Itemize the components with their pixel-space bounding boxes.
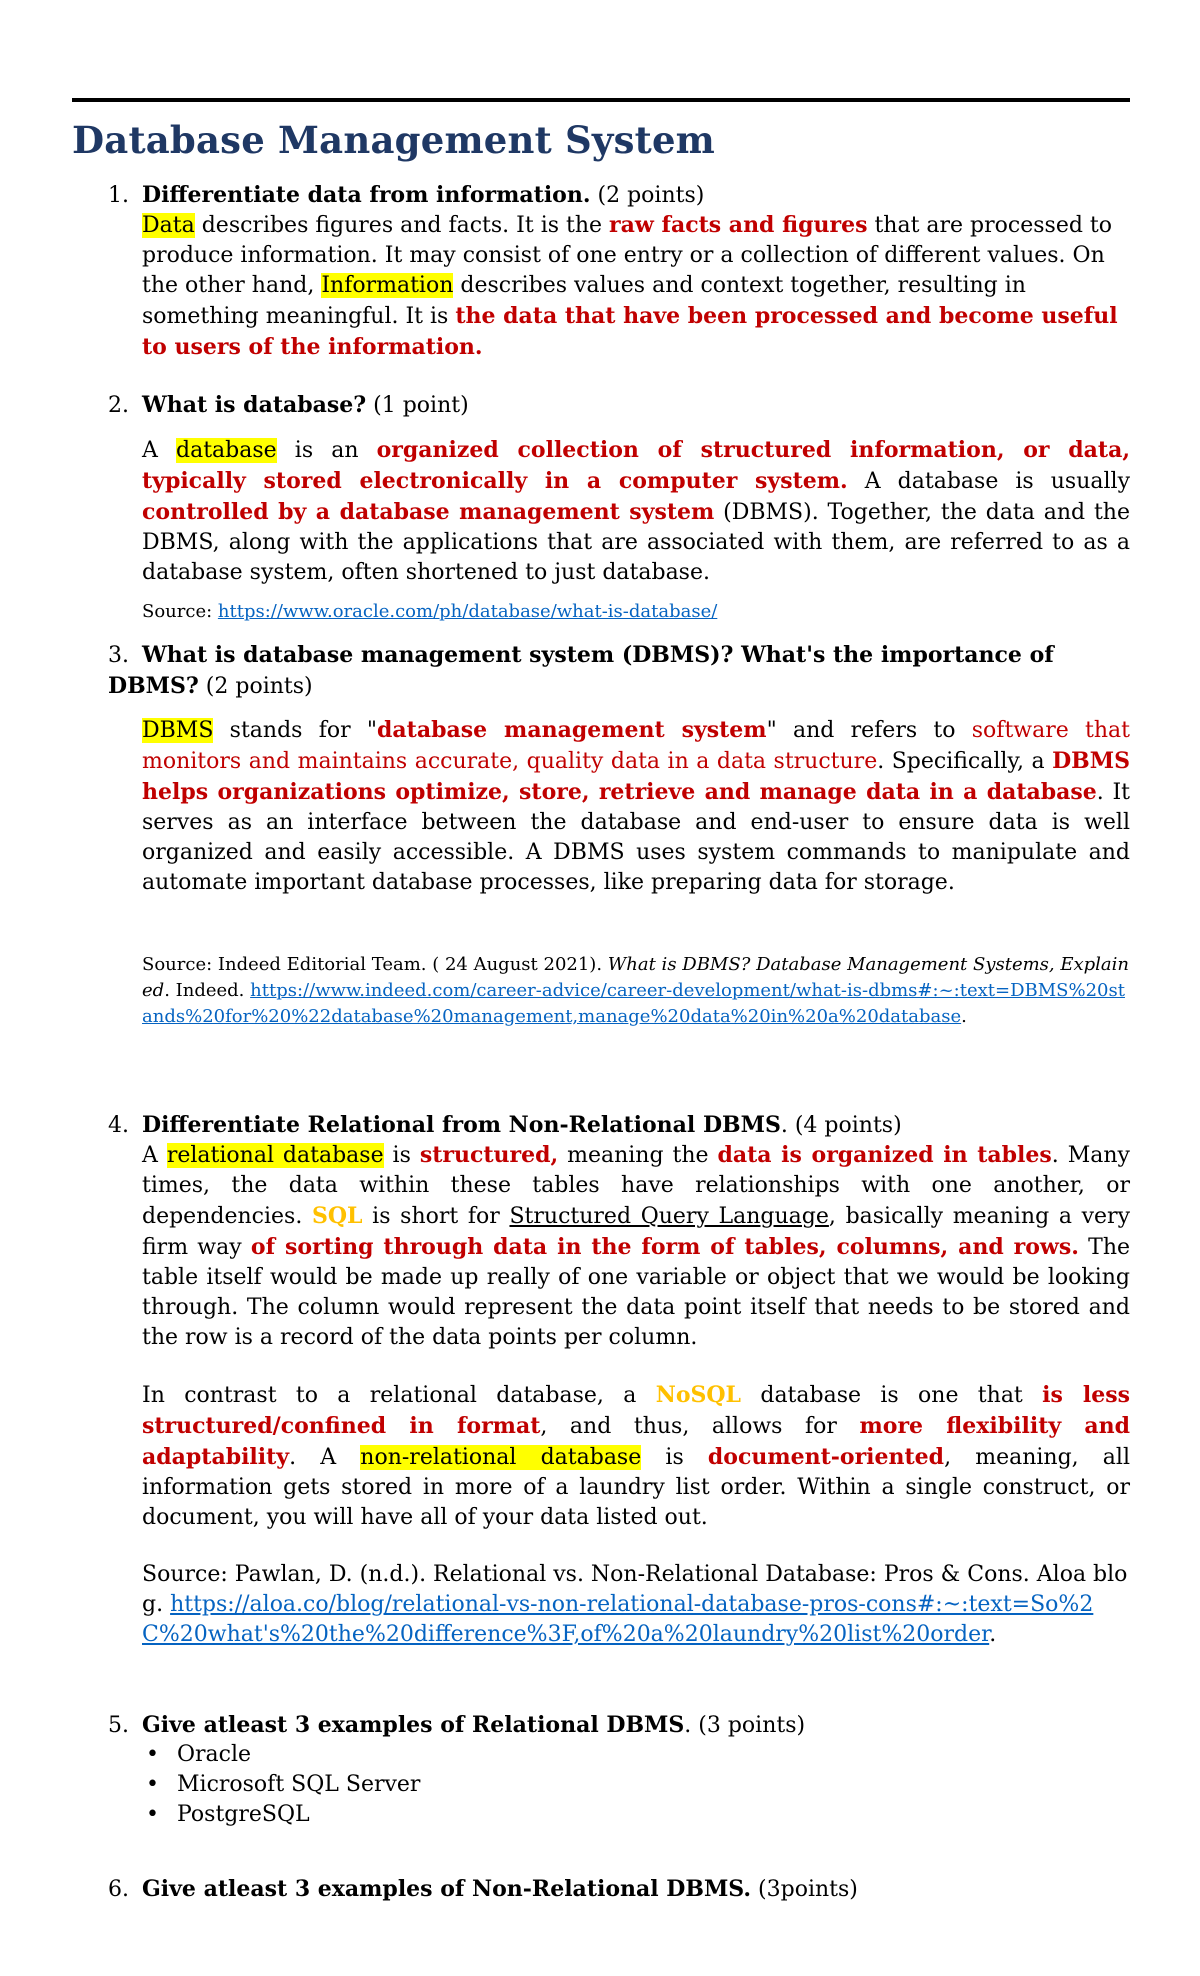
source-link[interactable]: https://www.oracle.com/ph/database/what-is-database/ xyxy=(217,601,718,622)
answer-text: In contrast to a relational database, a xyxy=(142,1383,656,1408)
question-points: . (4 points) xyxy=(780,1113,902,1138)
answer-1 xyxy=(142,210,1130,363)
emphasis: DBMS helps organizations optimize, store, retrieve and manage data in a database xyxy=(142,748,1130,805)
question-points: (1 point) xyxy=(366,393,469,418)
question-text: Differentiate data from information. xyxy=(142,182,591,208)
emphasis: software that monitors and maintains accurate, quality data in a data structure xyxy=(142,718,1131,774)
question-6 xyxy=(108,1874,858,1905)
emphasis: database management system xyxy=(377,717,767,743)
answer-text: that are processed to produce information. It may consist of one entry or a collection of different values. On the other hand, xyxy=(142,213,1112,298)
question-3 xyxy=(108,640,1130,702)
emphasis: the data that have been processed and become useful to users of the information. xyxy=(142,303,1118,360)
emphasis: SQL xyxy=(311,1203,363,1229)
source-link[interactable]: https://www.indeed.com/career-advice/career-development/what-is-dbms#:~:text=DBMS%20stands%20for%20%22database%20management,manage%20data%20in%20a%20database xyxy=(142,980,1125,1027)
answer-text: " and refers to xyxy=(766,718,972,743)
question-number: 3. xyxy=(108,643,129,668)
answer-text: . A xyxy=(289,1445,361,1470)
emphasis: structured, xyxy=(419,1142,559,1168)
emphasis: data is organized in tables xyxy=(717,1142,1052,1168)
highlight-term: DBMS xyxy=(142,718,214,743)
answer-text: . Specifically, a xyxy=(877,749,1053,774)
highlight-term: Data xyxy=(142,213,195,238)
emphasis: document-oriented xyxy=(707,1444,945,1470)
list-item: • Microsoft SQL Server xyxy=(142,1770,420,1800)
question-text: What is database management system (DBMS)? What's the importance of DBMS? xyxy=(108,642,1054,699)
source-3 xyxy=(142,952,1132,1030)
source-2 xyxy=(142,599,1130,625)
source-text: Source: Indeed Editorial Team. ( 24 August 2021). xyxy=(142,954,608,975)
highlight-term: Information xyxy=(321,273,454,298)
answer-text: stands for " xyxy=(213,718,378,743)
answer-text: The table itself would be made up really of one variable or object that we would be looking through. The column would represent the data point itself that needs to be stored and the row is a record of the data points per column. xyxy=(142,1235,1131,1350)
source-label: Source: xyxy=(142,601,218,622)
answer-text: . Many times, the data within these tables have relationships with one another, or dependencies. xyxy=(142,1143,1130,1229)
answer-text: describes figures and facts. It is the xyxy=(194,213,610,238)
list-item: • Oracle xyxy=(142,1740,420,1770)
highlight-term: non-relational database xyxy=(360,1445,642,1470)
answer-text: is xyxy=(383,1143,420,1168)
underlined-term: Structured Query Language xyxy=(509,1204,829,1229)
relational-dbms-list xyxy=(142,1740,420,1830)
highlight-term: database xyxy=(176,438,277,463)
question-2 xyxy=(108,390,469,421)
emphasis: organized collection of structured information, or data, typically stored electronically in a computer system. xyxy=(142,437,1131,494)
answer-4-relational xyxy=(142,1140,1130,1353)
answer-text: is short for xyxy=(362,1204,510,1229)
answer-3 xyxy=(142,715,1130,898)
top-rule xyxy=(72,98,1130,102)
source-title: What is DBMS? Database Management Systems, Explained xyxy=(142,954,1130,1001)
question-points: . (3 points) xyxy=(684,1713,806,1738)
answer-text: is an xyxy=(276,438,377,463)
question-points: (2 points) xyxy=(590,183,705,208)
question-number: 2. xyxy=(108,393,129,418)
answer-text: A xyxy=(142,438,176,463)
question-number: 5. xyxy=(108,1713,129,1738)
question-text: Differentiate Relational from Non-Relational DBMS xyxy=(142,1112,781,1138)
list-item: • PostgreSQL xyxy=(142,1800,420,1830)
source-text: . xyxy=(961,1006,967,1027)
answer-text: describes values and context together, resulting in something meaningful. It is xyxy=(142,273,1026,329)
emphasis: raw facts and figures xyxy=(609,212,868,238)
answer-text: , basically meaning a very firm way xyxy=(142,1204,1130,1260)
question-number: 1. xyxy=(108,183,129,208)
answer-text: . It serves as an interface between the database and end-user to ensure data is well organized and easily accessible. A DBMS uses system commands to manipulate and automate important database processes, like preparing data for storage. xyxy=(142,780,1130,895)
question-text: What is database? xyxy=(142,392,367,418)
source-link[interactable]: https://aloa.co/blog/relational-vs-non-relational-database-pros-cons#:~:text=So%2C%20what's%20the%20difference%3F,of%20a%20laundry%20list%20order xyxy=(142,1592,1094,1647)
answer-text: A xyxy=(142,1143,167,1168)
answer-text: database is one that xyxy=(741,1383,1043,1408)
source-text: . Indeed. xyxy=(164,980,251,1001)
source-4 xyxy=(142,1560,1130,1650)
question-number: 6. xyxy=(108,1877,129,1902)
source-text: . xyxy=(989,1622,997,1647)
answer-text: , meaning, all information gets stored in more of a laundry list order. Within a single construct, or document, you will have all of your data listed out. xyxy=(142,1445,1130,1530)
question-1 xyxy=(108,180,704,211)
question-points: (2 points) xyxy=(198,674,313,699)
answer-text: is xyxy=(641,1445,708,1470)
emphasis: controlled by a database management system xyxy=(142,499,715,525)
answer-2 xyxy=(142,435,1130,588)
answer-text: (DBMS). Together, the data and the DBMS, along with the applications that are associated with them, are referred to as a database system, often shortened to just database. xyxy=(142,500,1130,585)
question-text: Give atleast 3 examples of Non-Relational DBMS. xyxy=(142,1876,752,1902)
question-5 xyxy=(108,1710,805,1741)
emphasis: NoSQL xyxy=(655,1382,742,1408)
question-points: (3points) xyxy=(751,1877,858,1902)
source-text: Source: Pawlan, D. (n.d.). Relational vs. Non-Relational Database: Pros & Cons. Aloa blog. xyxy=(142,1562,1128,1617)
highlight-term: relational database xyxy=(166,1143,384,1168)
emphasis: more flexibility and adaptability xyxy=(142,1413,1131,1470)
answer-text: A database is usually xyxy=(847,469,1130,494)
question-4 xyxy=(108,1110,902,1141)
answer-text: , and thus, allows for xyxy=(540,1414,860,1439)
answer-text: meaning the xyxy=(558,1143,718,1168)
emphasis: of sorting through data in the form of tables, columns, and rows. xyxy=(250,1234,1079,1260)
document-title: Database Management System xyxy=(72,118,716,162)
question-number: 4. xyxy=(108,1113,129,1138)
answer-4-nonrelational xyxy=(142,1380,1130,1533)
emphasis: is less structured/confined in format xyxy=(142,1382,1131,1439)
question-text: Give atleast 3 examples of Relational DBMS xyxy=(142,1712,685,1738)
